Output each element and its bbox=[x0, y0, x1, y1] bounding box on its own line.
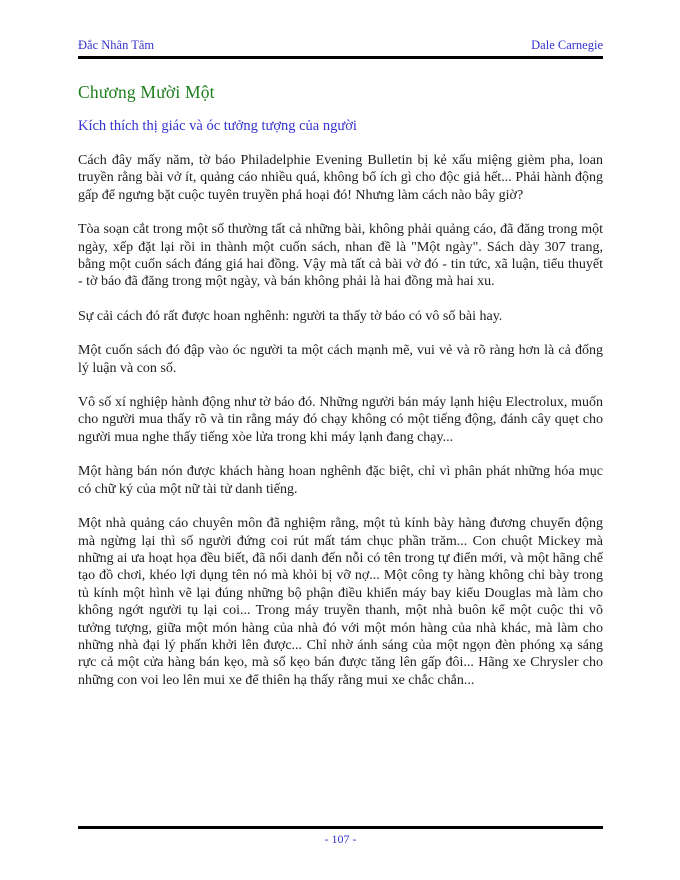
header-author: Dale Carnegie bbox=[531, 38, 603, 52]
page-number: - 107 - bbox=[324, 832, 357, 846]
paragraph: Một nhà quảng cáo chuyên môn đã nghiệm rằng, một tủ kính bày hàng đương chuyển động mà ngừng lại thì số người đứng coi rút mất tám chục phần trăm... Con chuột Mickey mà những ai ưa hoạt họa đều biết, đã nổi danh đến nỗi có tên trong tự điển mới, và một hãng chế tạo đồ chơi, khéo lợi dụng tên nó mà khỏi bị vỡ nợ... Một công ty hàng không chỉ bày trong tủ kính một hình vẽ lại đúng những bộ phận điều khiển máy bay kiểu Douglas mà làm cho không ngớt người tụ lại coi... Trong máy truyền thanh, một nhà buôn kể một cuộc thi võ tưởng tượng, giữa một món hàng của nhà đó với một món hàng của nhà khác, mà làm cho những nhà đại lý phấn khởi lên được... Chỉ nhờ ánh sáng của một ngọn đèn phóng xạ sáng rực cả một cửa hàng bán kẹo, mà số kẹo bán được tăng lên gấp đôi... Hãng xe Chrysler cho những con voi leo lên mui xe để thiên hạ thấy rằng mui xe chắc chắn... bbox=[78, 516, 603, 688]
page-footer bbox=[78, 826, 603, 847]
paragraph: Tòa soạn cắt trong một số thường tất cả những bài, không phải quảng cáo, đã đăng trong một ngày, xếp đặt lại rồi in thành một cuốn sách, nhan đề là "Một ngày". Sách dày 307 trang, bằng một cuốn sách đáng giá hai đồng. Vậy mà tất cả bài vở đó - tin tức, xã luận, tiểu thuyết - tờ báo đã đăng trong một ngày, và bán không phải là hai đồng mà hai xu. bbox=[78, 222, 603, 290]
paragraph: Một cuốn sách đó đập vào óc người ta một cách mạnh mẽ, vui vẻ và rõ ràng hơn là cả đống lý luận và con số. bbox=[78, 343, 603, 376]
header-rule bbox=[78, 56, 603, 59]
paragraph: Một hàng bán nón được khách hàng hoan nghênh đặc biệt, chỉ vì phân phát những hóa mục có chữ ký của một nữ tài tử danh tiếng. bbox=[78, 464, 603, 497]
paragraph: Cách đây mấy năm, tờ báo Philadelphie Evening Bulletin bị kẻ xấu miệng gièm pha, loan truyền rằng bài vở ít, quảng cáo nhiều quá, không bổ ích gì cho độc giả hết... Phải hành động gấp để ngưng bặt cuộc tuyên truyền phá hoại đó! Nhưng làm cách nào bây giờ? bbox=[78, 153, 603, 203]
chapter-subtitle: Kích thích thị giác và óc tưởng tượng của người bbox=[78, 118, 357, 134]
footer-rule bbox=[78, 826, 603, 829]
chapter-title: Chương Mười Một bbox=[78, 82, 215, 102]
page-header bbox=[78, 38, 603, 53]
paragraph: Vô số xí nghiệp hành động như tờ báo đó. Những người bán máy lạnh hiệu Electrolux, muốn cho người mua thấy rõ và tin rằng máy đó chạy không có một tiếng động, đánh cây quẹt cho người mua nghe thấy tiếng xòe lửa trong khi máy lạnh đang chạy... bbox=[78, 395, 603, 445]
header-book-title: Đắc Nhân Tâm bbox=[78, 38, 155, 52]
paragraph: Sự cải cách đó rất được hoan nghênh: người ta thấy tờ báo có vô số bài hay. bbox=[78, 308, 503, 324]
body-text bbox=[78, 152, 603, 689]
